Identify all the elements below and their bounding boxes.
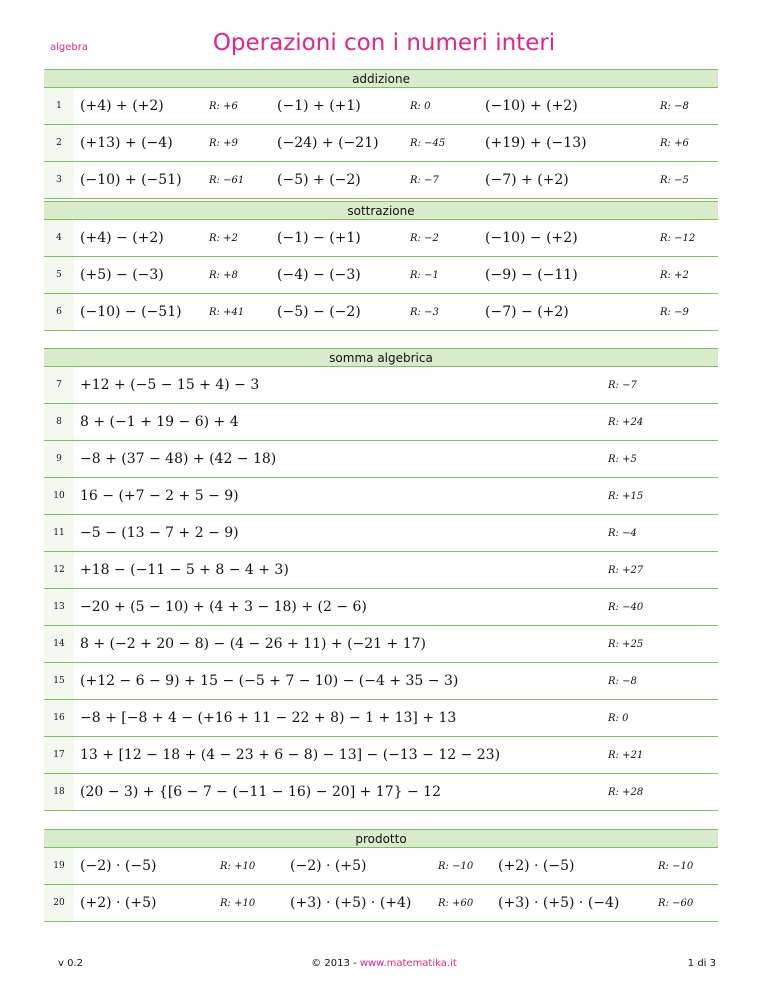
prodotto-table [44, 829, 718, 922]
section-title: addizione [44, 70, 718, 88]
answer: R: −3 [404, 294, 479, 331]
expression: (−4) − (−3) [271, 257, 404, 294]
answer: R: −9 [654, 294, 718, 331]
expression: (−10) + (+2) [479, 88, 654, 125]
section-title: prodotto [44, 830, 718, 848]
answer: R: −7 [404, 162, 479, 199]
expression: (−2) · (−5) [74, 848, 214, 885]
exercise-number: 12 [44, 552, 74, 589]
answer: R: +60 [432, 885, 492, 922]
exercise-row [44, 737, 718, 774]
copyright-line [0, 958, 768, 969]
exercise-number: 14 [44, 626, 74, 663]
expression: (+13) + (−4) [74, 125, 203, 162]
exercise-row [44, 162, 718, 199]
answer: R: +6 [203, 88, 271, 125]
expression: (−5) + (−2) [271, 162, 404, 199]
exercise-number: 18 [44, 774, 74, 811]
answer: R: −2 [404, 220, 479, 257]
answer: R: +15 [602, 478, 718, 515]
exercise-row [44, 774, 718, 811]
answer: R: +9 [203, 125, 271, 162]
exercise-row [44, 478, 718, 515]
exercise-row [44, 257, 718, 294]
exercise-number: 13 [44, 589, 74, 626]
exercise-number: 19 [44, 848, 74, 885]
sottrazione-table [44, 201, 718, 331]
expression: −8 + (37 − 48) + (42 − 18) [74, 441, 602, 478]
answer: R: +28 [602, 774, 718, 811]
exercise-number: 20 [44, 885, 74, 922]
exercise-row [44, 367, 718, 404]
expression: (+4) − (+2) [74, 220, 203, 257]
expression: 13 + [12 − 18 + (4 − 23 + 6 − 8) − 13] − (−13 − 12 − 23) [74, 737, 602, 774]
expression: (+3) · (+5) · (+4) [284, 885, 432, 922]
expression: (+12 − 6 − 9) + 15 − (−5 + 7 − 10) − (−4 + 35 − 3) [74, 663, 602, 700]
exercise-row [44, 848, 718, 885]
exercise-number: 17 [44, 737, 74, 774]
exercise-row [44, 885, 718, 922]
expression: +18 − (−11 − 5 + 8 − 4 + 3) [74, 552, 602, 589]
exercise-row [44, 441, 718, 478]
expression: 16 − (+7 − 2 + 5 − 9) [74, 478, 602, 515]
exercise-number: 9 [44, 441, 74, 478]
expression: (−10) + (−51) [74, 162, 203, 199]
exercise-number: 15 [44, 663, 74, 700]
answer: R: −10 [652, 848, 718, 885]
exercise-number: 10 [44, 478, 74, 515]
exercise-number: 1 [44, 88, 74, 125]
answer: R: +2 [654, 257, 718, 294]
expression: (+2) · (−5) [492, 848, 652, 885]
exercise-number: 3 [44, 162, 74, 199]
answer: R: −8 [602, 663, 718, 700]
answer: R: −61 [203, 162, 271, 199]
section-title: somma algebrica [44, 349, 718, 367]
expression: (−7) − (+2) [479, 294, 654, 331]
exercise-number: 16 [44, 700, 74, 737]
answer: R: −60 [652, 885, 718, 922]
answer: R: −40 [602, 589, 718, 626]
expression: −8 + [−8 + 4 − (+16 + 11 − 22 + 8) − 1 + 13] + 13 [74, 700, 602, 737]
answer: R: −12 [654, 220, 718, 257]
answer: R: +8 [203, 257, 271, 294]
expression: (−5) − (−2) [271, 294, 404, 331]
expression: (20 − 3) + {[6 − 7 − (−11 − 16) − 20] + 17} − 12 [74, 774, 602, 811]
answer: R: +5 [602, 441, 718, 478]
exercise-number: 4 [44, 220, 74, 257]
expression: +12 + (−5 − 15 + 4) − 3 [74, 367, 602, 404]
answer: R: 0 [602, 700, 718, 737]
exercise-row [44, 626, 718, 663]
exercise-number: 8 [44, 404, 74, 441]
exercise-row [44, 125, 718, 162]
expression: 8 + (−2 + 20 − 8) − (4 − 26 + 11) + (−21 + 17) [74, 626, 602, 663]
expression: −20 + (5 − 10) + (4 + 3 − 18) + (2 − 6) [74, 589, 602, 626]
exercise-row [44, 404, 718, 441]
exercise-number: 11 [44, 515, 74, 552]
expression: (+5) − (−3) [74, 257, 203, 294]
version-label: v 0.2 [58, 958, 83, 969]
exercise-number: 6 [44, 294, 74, 331]
answer: R: +2 [203, 220, 271, 257]
addizione-table [44, 69, 718, 199]
answer: R: +6 [654, 125, 718, 162]
section-title: sottrazione [44, 202, 718, 220]
somma-algebrica-table [44, 348, 718, 811]
expression: (−1) − (+1) [271, 220, 404, 257]
answer: R: −5 [654, 162, 718, 199]
answer: R: +24 [602, 404, 718, 441]
answer: R: −10 [432, 848, 492, 885]
answer: R: +27 [602, 552, 718, 589]
answer: R: +21 [602, 737, 718, 774]
answer: R: +10 [214, 885, 284, 922]
page-title: Operazioni con i numeri interi [212, 30, 556, 56]
expression: (+2) · (+5) [74, 885, 214, 922]
answer: R: −1 [404, 257, 479, 294]
exercise-number: 5 [44, 257, 74, 294]
exercise-row [44, 700, 718, 737]
answer: R: −7 [602, 367, 718, 404]
exercise-number: 2 [44, 125, 74, 162]
expression: (+19) + (−13) [479, 125, 654, 162]
subject-tag: algebra [50, 42, 88, 53]
expression: (+4) + (+2) [74, 88, 203, 125]
expression: (−10) − (+2) [479, 220, 654, 257]
answer: R: −4 [602, 515, 718, 552]
exercise-row [44, 663, 718, 700]
exercise-row [44, 589, 718, 626]
exercise-row [44, 220, 718, 257]
answer: R: −8 [654, 88, 718, 125]
expression: (−1) + (+1) [271, 88, 404, 125]
exercise-number: 7 [44, 367, 74, 404]
expression: (−2) · (+5) [284, 848, 432, 885]
expression: (−9) − (−11) [479, 257, 654, 294]
answer: R: −45 [404, 125, 479, 162]
answer: R: 0 [404, 88, 479, 125]
exercise-row [44, 88, 718, 125]
answer: R: +41 [203, 294, 271, 331]
site-link[interactable]: www.matematika.it [359, 958, 457, 969]
copyright-text: © 2013 - [311, 958, 360, 969]
exercise-row [44, 552, 718, 589]
page-indicator: 1 di 3 [687, 958, 716, 969]
expression: (−7) + (+2) [479, 162, 654, 199]
answer: R: +25 [602, 626, 718, 663]
exercise-row [44, 294, 718, 331]
answer: R: +10 [214, 848, 284, 885]
expression: (+3) · (+5) · (−4) [492, 885, 652, 922]
expression: (−24) + (−21) [271, 125, 404, 162]
exercise-row [44, 515, 718, 552]
expression: 8 + (−1 + 19 − 6) + 4 [74, 404, 602, 441]
expression: (−10) − (−51) [74, 294, 203, 331]
expression: −5 − (13 − 7 + 2 − 9) [74, 515, 602, 552]
